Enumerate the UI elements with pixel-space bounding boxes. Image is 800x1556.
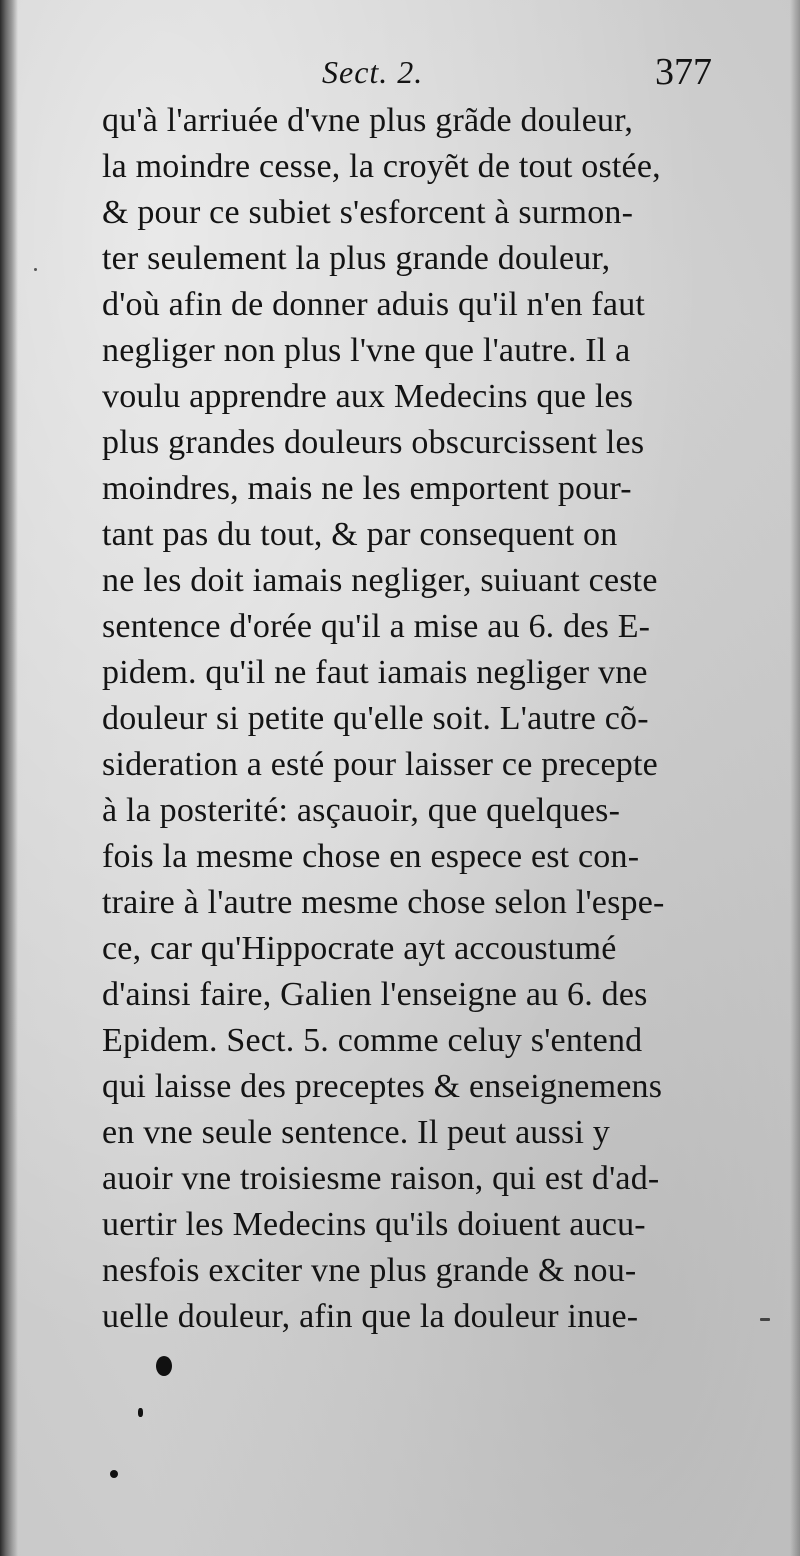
text-line: fois la mesme chose en espece est con-: [102, 838, 640, 875]
text-line: traire à l'autre mesme chose selon l'espe-: [102, 884, 665, 921]
text-line: sideration a esté pour laisser ce precepte: [102, 746, 658, 783]
text-line: auoir vne troisiesme raison, qui est d'ad-: [102, 1160, 660, 1197]
page-gutter-shadow: [0, 0, 18, 1556]
text-line: d'ainsi faire, Galien l'enseigne au 6. des: [102, 976, 648, 1013]
text-line: moindres, mais ne les emportent pour-: [102, 470, 632, 507]
running-head: Sect. 2.: [322, 54, 424, 90]
text-line: pidem. qu'il ne faut iamais negliger vne: [102, 654, 648, 691]
page-edge-shadow: [790, 0, 800, 1556]
text-line: nesfois exciter vne plus grande & nou-: [102, 1252, 637, 1289]
text-line: en vne seule sentence. Il peut aussi y: [102, 1114, 610, 1151]
text-line: uertir les Medecins qu'ils doiuent aucu-: [102, 1206, 646, 1243]
text-line: sentence d'orée qu'il a mise au 6. des E-: [102, 608, 651, 645]
text-line: negliger non plus l'vne que l'autre. Il a: [102, 332, 631, 369]
ink-speck: [110, 1470, 118, 1478]
text-line: uelle douleur, afin que la douleur inue-: [102, 1298, 639, 1335]
text-line: douleur si petite qu'elle soit. L'autre cõ-: [102, 700, 649, 737]
text-line: plus grandes douleurs obscurcissent les: [102, 424, 645, 461]
page-number: 377: [655, 51, 712, 93]
ink-speck: [34, 268, 37, 271]
text-line: ter seulement la plus grande douleur,: [102, 240, 611, 277]
text-line: qui laisse des preceptes & enseignemens: [102, 1068, 663, 1105]
text-line: ce, car qu'Hippocrate ayt accoustumé: [102, 930, 617, 967]
text-line: ne les doit iamais negliger, suiuant ceste: [102, 562, 658, 599]
text-line: & pour ce subiet s'esforcent à surmon-: [102, 194, 634, 231]
text-line: Epidem. Sect. 5. comme celuy s'entend: [102, 1022, 643, 1059]
ink-speck: [138, 1408, 143, 1417]
text-line: la moindre cesse, la croyẽt de tout ostée,: [102, 148, 661, 185]
catchword-mark: [760, 1318, 770, 1321]
text-line: à la posterité: asçauoir, que quelques-: [102, 792, 621, 829]
text-line: d'où afin de donner aduis qu'il n'en faut: [102, 286, 646, 323]
ink-blot: [156, 1356, 172, 1376]
text-line: voulu apprendre aux Medecins que les: [102, 378, 634, 415]
text-line: tant pas du tout, & par consequent on: [102, 516, 618, 553]
text-line: qu'à l'arriuée d'vne plus grãde douleur,: [102, 102, 634, 139]
body-text: [102, 98, 742, 1340]
